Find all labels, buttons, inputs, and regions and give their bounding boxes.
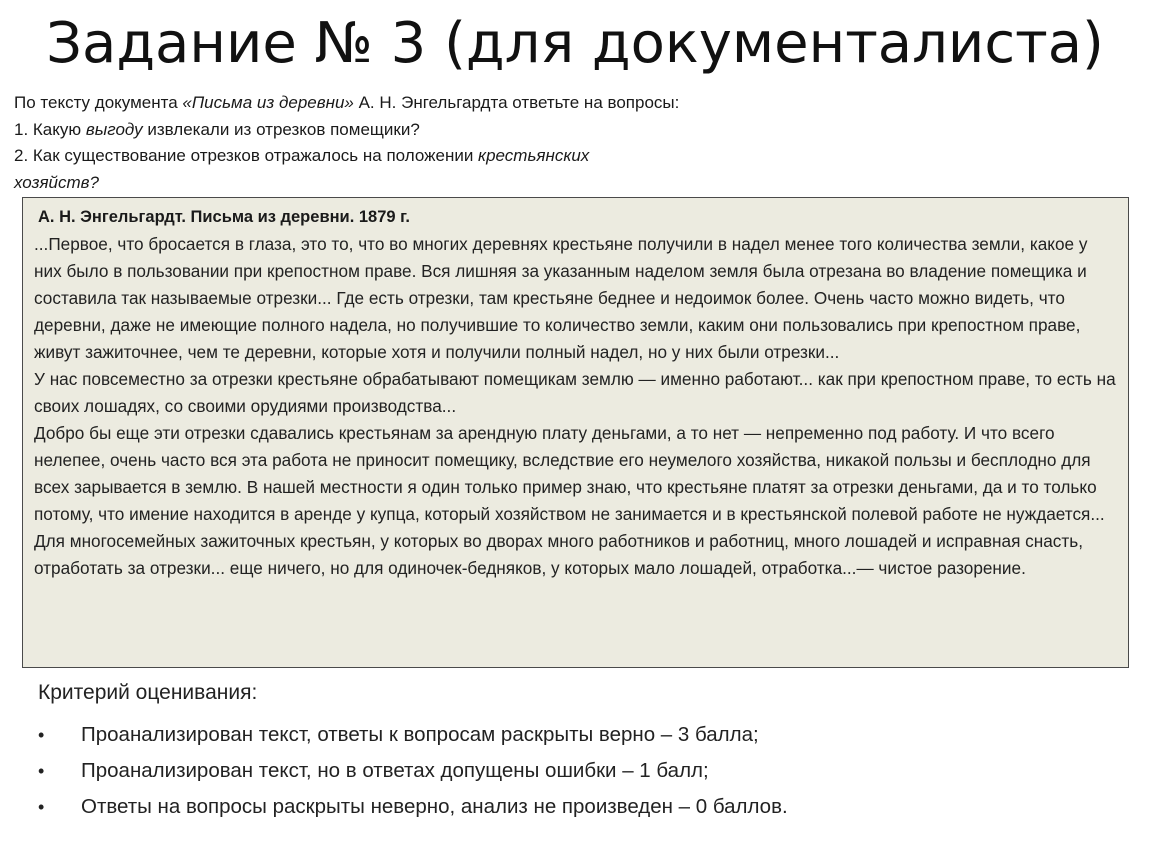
- question-2-italic-1: крестьянских: [478, 146, 590, 165]
- criteria-item-text: Ответы на вопросы раскрыты неверно, анализ не произведен – 0 баллов.: [81, 795, 788, 818]
- criteria-item: [38, 717, 1118, 753]
- criteria-item-text: Проанализирован текст, но в ответах допущены ошибки – 1 балл;: [81, 759, 709, 782]
- question-1-end: извлекали из отрезков помещики?: [142, 119, 420, 139]
- bullet-icon: •: [38, 797, 45, 817]
- grading-criteria: [38, 678, 1118, 825]
- bullet-icon: •: [38, 761, 45, 781]
- task-intro: [14, 90, 914, 117]
- document-title: А. Н. Энгельгардт. Письма из деревни. 1879 г.: [38, 208, 410, 226]
- document-paragraph-1: ...Первое, что бросается в глаза, это то, что во многих деревнях крестьяне получили в надел менее того количества земли, какое у них было в пользовании при крепостном праве. Вся лишняя за указанным наделом земля была отрезана во владение помещика и составила так называемые отрезки... Где есть отрезки, там крестьяне беднее и недоимок более. Очень часто можно видеть, что деревни, даже не имеющие полного надела, но получившие то количество земли, каким они пользовались при крепостном праве, живут зажиточнее, чем те деревни, которые хотя и получили полный надел, но у них были отрезки...: [34, 234, 1088, 362]
- document-paragraph-4: Для многосемейных зажиточных крестьян, у которых во дворах много работников и работниц, много лошадей и исправная снасть, отработать за отрезки... еще ничего, но для одиночек-бедняков, у которых мало лошадей, отработка...— чистое разорение.: [34, 531, 1083, 578]
- question-1: [14, 117, 914, 144]
- question-2-italic-2: хозяйств?: [14, 172, 99, 192]
- criteria-item: [38, 789, 1118, 825]
- criteria-item: [38, 753, 1118, 789]
- question-2: [14, 143, 914, 170]
- question-2-continued: [14, 170, 914, 197]
- criteria-title: Критерий оценивания:: [38, 681, 258, 704]
- task-intro-text: По тексту документа: [14, 93, 183, 112]
- question-1-start: 1. Какую: [14, 119, 86, 139]
- task-intro-author: А. Н. Энгельгардта ответьте на вопросы:: [353, 93, 680, 112]
- question-1-italic: выгоду: [85, 119, 143, 139]
- task-instructions: [14, 90, 914, 196]
- criteria-list: [38, 717, 1118, 825]
- slide-title: Задание № 3 (для документалиста): [46, 11, 1104, 76]
- document-paragraph-2: У нас повсеместно за отрезки крестьяне обрабатывают помещикам землю — именно работают... как при крепостном праве, то есть на своих лошадях, со своими орудиями производства...: [34, 369, 1116, 416]
- document-name-italic: «Письма из деревни»: [182, 93, 354, 112]
- question-2-start: 2. Как существование отрезков отражалось на положении: [14, 146, 479, 165]
- criteria-item-text: Проанализирован текст, ответы к вопросам раскрыты верно – 3 балла;: [81, 723, 759, 746]
- document-excerpt-box: [22, 197, 1129, 668]
- document-paragraph-3: Добро бы еще эти отрезки сдавались крестьянам за арендную плату деньгами, а то нет — непременно под работу. И что всего нелепее, очень часто вся эта работа не приносит помещику, вследствие его неумелого хозяйства, никакой пользы и бесплодно для всех зарывается в землю. В нашей местности я один только пример знаю, что крестьяне платят за отрезки деньгами, да и то только потому, что имение находится в аренде у купца, который хозяйством не занимается и в крестьянской полевой работе не нуждается...: [34, 423, 1105, 524]
- bullet-icon: •: [38, 725, 45, 745]
